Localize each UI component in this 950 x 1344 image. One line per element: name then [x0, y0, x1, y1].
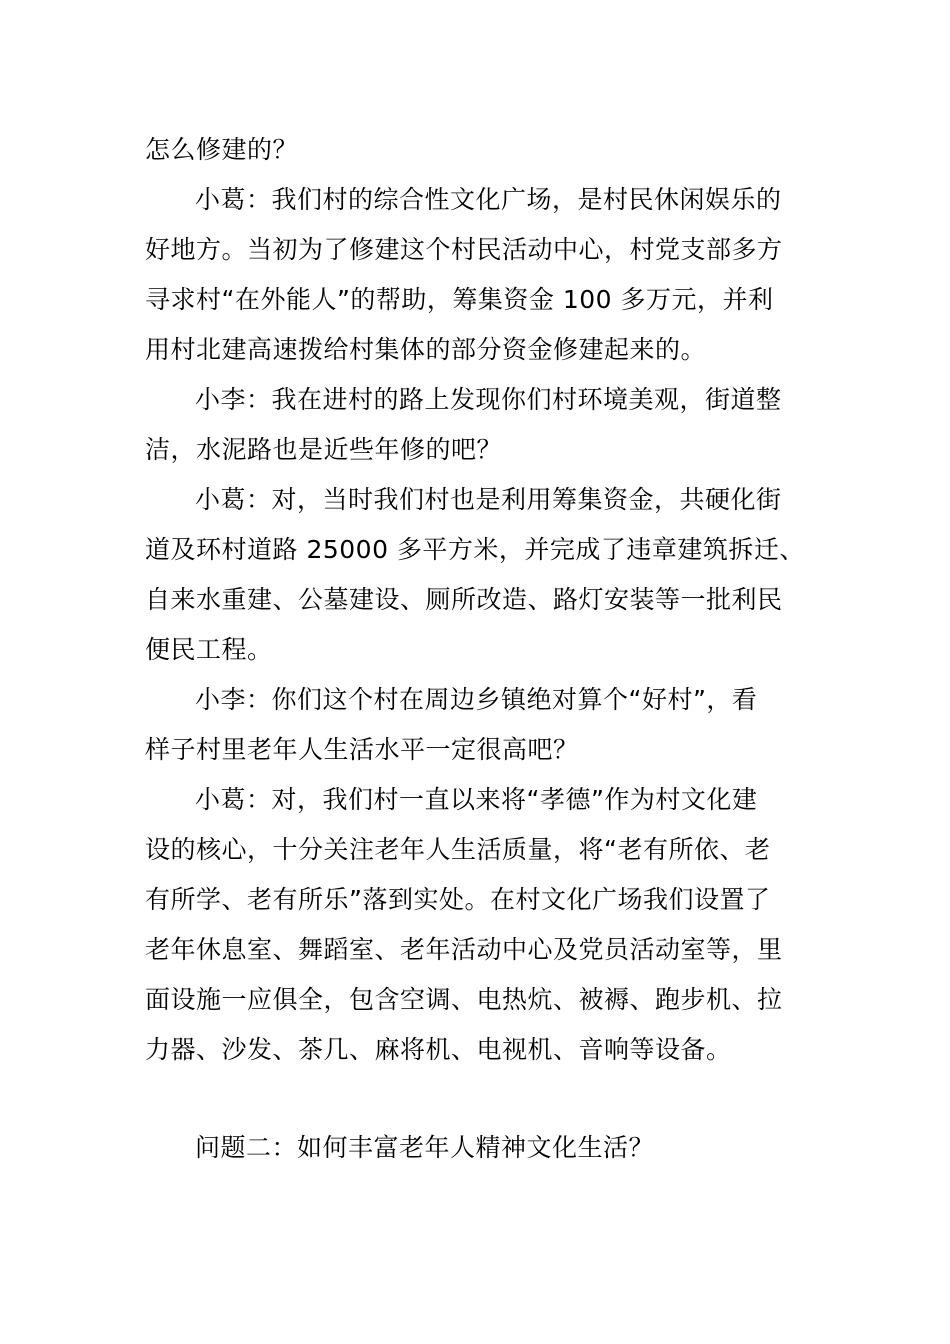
- section-heading: 问题二：如何丰富老年人精神文化生活？: [195, 1133, 655, 1162]
- text-line: 自来水重建、公墓建设、厕所改造、路灯安装等一批利民: [145, 585, 783, 614]
- text-line: 小葛：对，我们村一直以来将“孝德”作为村文化建: [195, 785, 758, 814]
- text-line: 小李：你们这个村在周边乡镇绝对算个“好村”，看: [195, 685, 758, 714]
- text-line: 好地方。当初为了修建这个村民活动中心，村党支部多方: [145, 235, 783, 264]
- text-line: 洁，水泥路也是近些年修的吧？: [145, 435, 503, 464]
- text-line: 老年休息室、舞蹈室、老年活动中心及党员活动室等，里: [145, 935, 783, 964]
- text-line: 设的核心，十分关注老年人生活质量，将“老有所依、老: [145, 835, 771, 864]
- text-line: 样子村里老年人生活水平一定很高吧？: [145, 735, 579, 764]
- text-line: 怎么修建的？: [145, 135, 299, 164]
- text-line: 道及环村道路 25000 多平方米，并完成了违章建筑拆迁、: [145, 535, 805, 564]
- text-line: 有所学、老有所乐”落到实处。在村文化广场我们设置了: [145, 885, 771, 914]
- text-line: 寻求村“在外能人”的帮助，筹集资金 100 多万元，并利: [145, 285, 774, 314]
- text-line: 小李：我在进村的路上发现你们村环境美观，街道整: [195, 385, 782, 414]
- text-line: 便民工程。: [145, 635, 273, 664]
- text-line: 力器、沙发、茶几、麻将机、电视机、音响等设备。: [145, 1035, 732, 1064]
- text-line: 小葛：对，当时我们村也是利用筹集资金，共硬化街: [195, 485, 782, 514]
- text-line: 面设施一应俱全，包含空调、电热炕、被褥、跑步机、拉: [145, 985, 783, 1014]
- text-line: 用村北建高速拨给村集体的部分资金修建起来的。: [145, 335, 707, 364]
- text-line: 小葛：我们村的综合性文化广场，是村民休闲娱乐的: [195, 185, 782, 214]
